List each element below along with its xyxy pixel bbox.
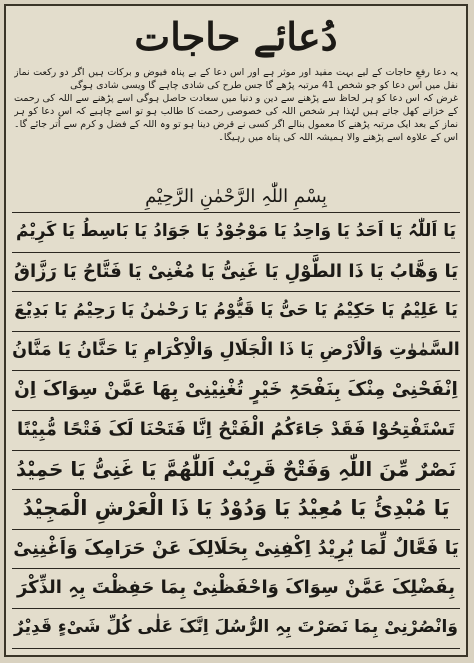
dua-line: یَا مُبْدِئُ یَا مُعِیْدُ یَا وَدُوْدُ یَا ذَا الْعَرْشِ الْمَجِیْدُ [12,489,460,530]
dua-line: یَا اَللّٰہُ یَا اَحَدُ یَا وَاحِدُ یَا مَوْجُوْدُ یَا جَوَادُ یَا بَاسِطُ یَا کَرِیْمُ [12,212,460,253]
page-title: دُعائے حاجات [134,13,338,59]
bismillah-line: بِسْمِ اللّٰہِ الرَّحْمٰنِ الرَّحِیْمِ [12,182,460,213]
dua-line: تَسْتَفْتِحُوْا فَقَدْ جَاءَکُمُ الْفَتْحُ اِنَّا فَتَحْنَا لَکَ فَتْحًا مُّبِیْنًا [12,410,460,451]
intro-paragraph: یہ دعا رفعِ حاجات کے لیے بہت مفید اور موثر ہے اور اس دعا کے بے پناہ فیوض و برکات ہیں اگر دو رکعت نماز نفل میں اس دعا کو جو شخص 41 مرتبہ پڑھے گا جس طرح کی شادی چاہے گا ویسی شادی ہوگی [14,67,458,91]
dua-line: السَّمٰوٰتِ وَالْاَرْضِ یَا ذَا الْجَلَالِ وَالْاِکْرَامِ یَا حَنَّانُ یَا مَنَّانُ [12,331,460,372]
header [6,6,466,66]
dua-line: یَا وَھَّابُ یَا ذَا الطَّوْلِ یَا غَنِیُّ یَا مُغْنِیْ یَا فَتَّاحُ یَا رَزَّاقُ [12,252,460,293]
document-page [4,4,468,657]
dua-line: بِفَضْلِکَ عَمَّنْ سِوَاکَ وَاحْفَظْنِیْ بِمَا حَفِظْتَ بِہِ الذِّکْرَ [12,568,460,609]
dua-line: وَانْصُرْنِیْ بِمَا نَصَرْتَ بِہِ الرُّسُلَ اِنَّکَ عَلٰی کُلِّ شَیْءٍ قَدِیْرٌ [12,608,460,649]
dua-line: نَصْرٌ مِّنَ اللّٰہِ وَفَتْحٌ قَرِیْبٌ اَللّٰھُمَّ یَا غَنِیُّ یَا حَمِیْدُ [12,450,460,491]
dua-line: یَا عَلِیْمُ یَا حَکِیْمُ یَا حَیُّ یَا قَیُّوْمُ یَا رَحْمٰنُ یَا رَحِیْمُ یَا بَدِیْعَ [12,291,460,332]
dua-line: یَا فَعَّالٌ لِّمَا یُرِیْدُ اِکْفِنِیْ بِحَلَالِکَ عَنْ حَرَامِکَ وَاَغْنِنِیْ [12,529,460,570]
dua-lines [12,182,460,649]
dua-line: اِنْفَحْنِیْ مِنْکَ بِنَفْحَۃِ خَیْرٍ تُغْنِیْنِیْ بِھَا عَمَّنْ سِوَاکَ اِنْ [12,370,460,411]
intro-text [14,66,458,178]
intro-paragraph: غرض کہ اس دعا کو ہر لحاظ سے پڑھنے سے دین و دنیا میں سعادت حاصل ہوگی اسے پڑھنے سے اللہ کی رحمت کے خزانے کھل جاتے ہیں لہٰذا ہر شخص اللہ کی خصوصی رحمت کا طالب ہو تو اسے چاہیے کہ اس دعا کو ہر نماز کے بعد ایک مرتبہ پڑھنے کا معمول بنالے اگر کسی نے قرض دینا ہو تو وہ اللہ کے فضل و کرم سے اُتر جائے گا۔ اس کے علاوہ اسے پڑھنے والا ہمیشہ اللہ کی پناہ میں رہیگا۔ [14,93,458,143]
